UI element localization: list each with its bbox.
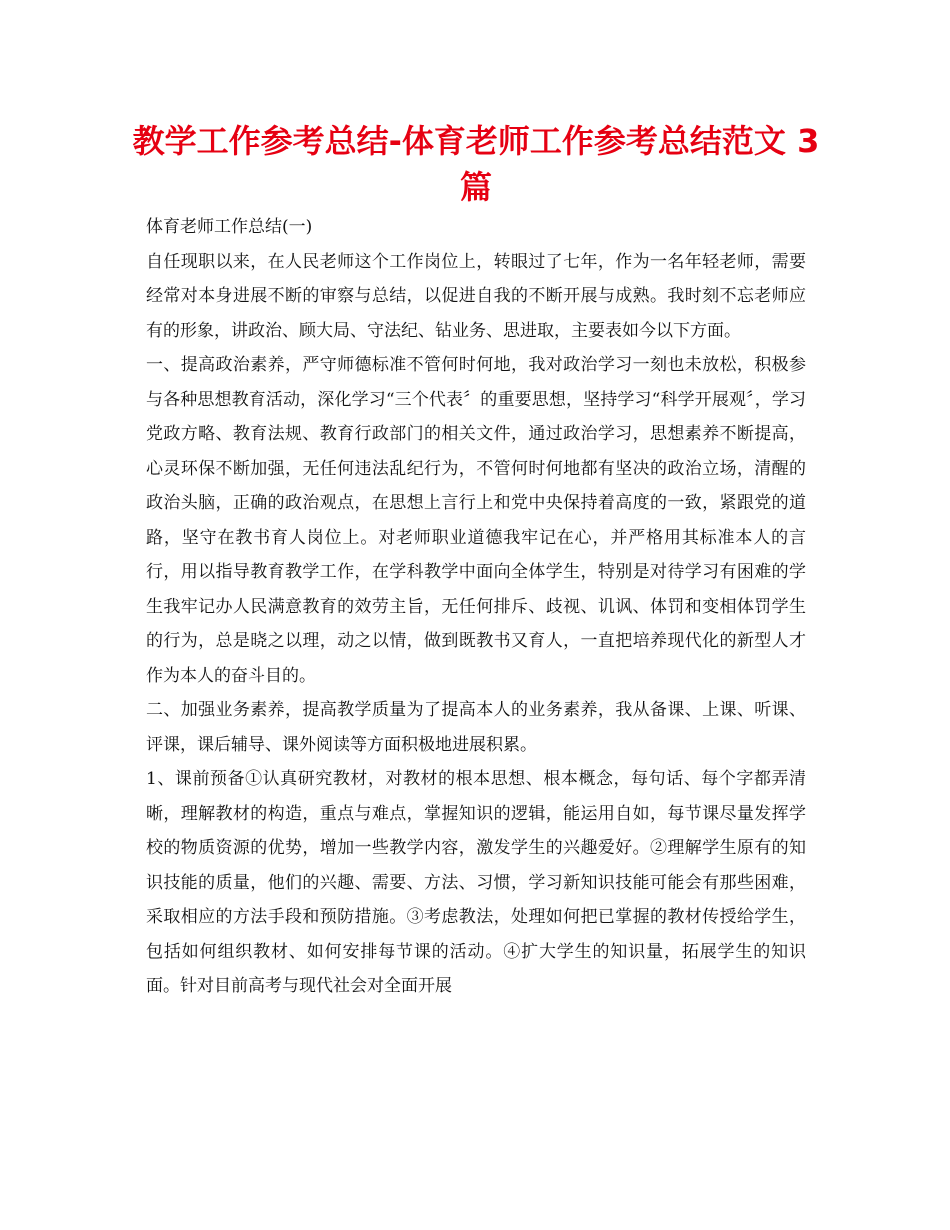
section-heading: 体育老师工作总结(一) (146, 217, 313, 237)
paragraph-politics: 一、提高政治素养，严守师德标准不管何时何地，我对政治学习一刻也未放松，积极参与各种思想教育活动，深化学习“三个代表〞的重要思想，坚持学习“科学开展观〞，学习党政方略、教育法规、教育行政部门的相关文件，通过政治学习，思想素养不断提高，心灵环保不断加强，无任何违法乱纪行为，不管何时何地都有坚决的政治立场，清醒的政治头脑，正确的政治观点，在思想上言行上和党中央保持着高度的一致，紧跟党的道路，坚守在教书育人岗位上。对老师职业道德我牢记在心，并严格用其标准本人的言行，用以指导教育教学工作，在学科教学中面向全体学生，特别是对待学习有困难的学生我牢记办人民满意教育的效劳主旨，无任何排斥、歧视、讥讽、体罚和变相体罚学生的行为，总是晓之以理，动之以情，做到既教书又育人，一直把培养现代化的新型人才作为本人的奋斗目的。 (146, 355, 806, 686)
paragraph-business: 二、加强业务素养，提高教学质量为了提高本人的业务素养，我从备课、上课、听课、评课，课后辅导、课外阅读等方面积极地进展积累。 (146, 700, 806, 755)
document-body (146, 210, 806, 1004)
paragraph-intro: 自任现职以来，在人民老师这个工作岗位上，转眼过了七年，作为一名年轻老师，需要经常对本身进展不断的审察与总结，以促进自我的不断开展与成熟。我时刻不忘老师应有的形象，讲政治、顾大局、守法纪、钻业务、思进取，主要表如今以下方面。 (146, 251, 806, 341)
document-title: 教学工作参考总结-体育老师工作参考总结范文 3 篇 (132, 122, 820, 206)
paragraph-preparation: 1、课前预备①认真研究教材，对教材的根本思想、根本概念，每句话、每个字都弄清晰，理解教材的构造，重点与难点，掌握知识的逻辑，能运用自如，每节课尽量发挥学校的物质资源的优势，增加一些教学内容，激发学生的兴趣爱好。②理解学生原有的知识技能的质量，他们的兴趣、需要、方法、习惯，学习新知识技能可能会有那些困难，采取相应的方法手段和预防措施。③考虑教法，处理如何把已掌握的教材传授给学生，包括如何组织教材、如何安排每节课的活动。④扩大学生的知识量，拓展学生的知识面。针对目前高考与现代社会对全面开展 (146, 769, 806, 996)
